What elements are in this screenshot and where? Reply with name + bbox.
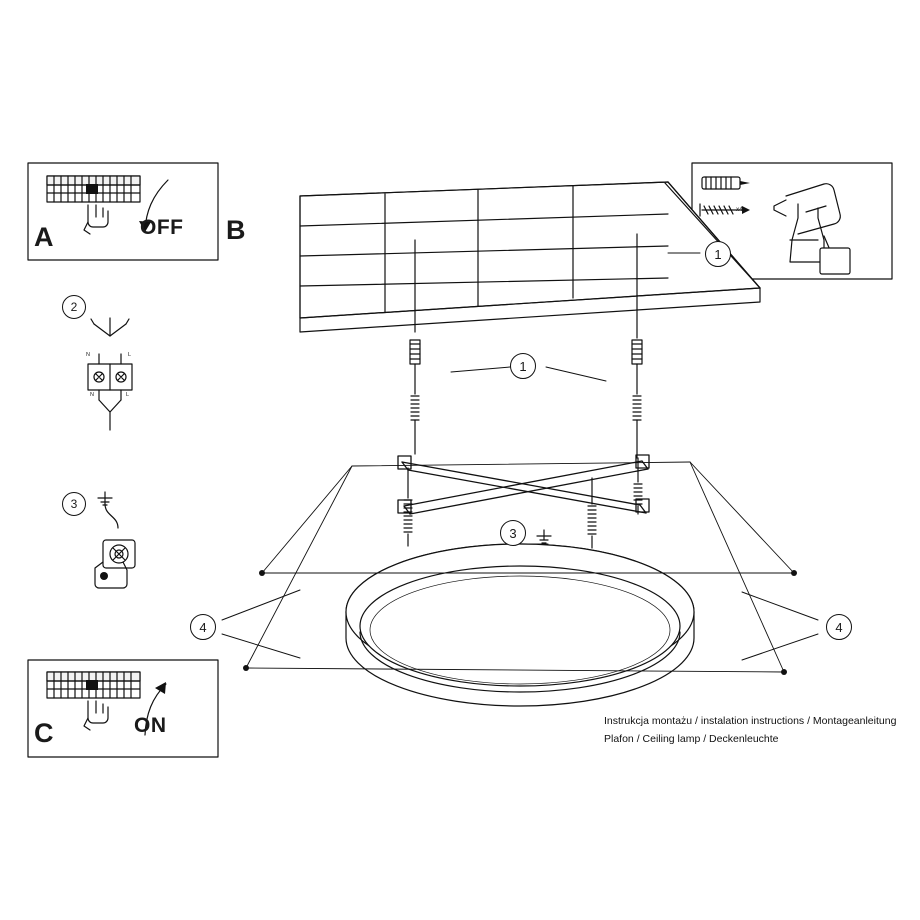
screw-count-label: x4 [736, 206, 743, 213]
terminal-label-n-top: N [86, 352, 90, 358]
ground-symbol-small [537, 530, 551, 543]
panel-c-state-label: ON [134, 714, 167, 737]
terminal-label-l-top: L [128, 352, 132, 358]
drill-icon [774, 184, 850, 274]
terminal-label-l-bottom: L [126, 392, 130, 398]
callout-step-4-left: 4 [190, 614, 216, 640]
breaker-icon-on [47, 672, 140, 698]
breaker-icon-off [47, 176, 140, 202]
fixing-set-right-front [588, 478, 596, 548]
step-2-badge: 2 [62, 295, 86, 319]
step-1-badge-drill: 1 [705, 241, 731, 267]
ground-clamp-icon [95, 492, 135, 588]
panel-a-letter: A [34, 222, 54, 252]
callout-step-4-right: 4 [826, 614, 852, 640]
wall-plug-icon [702, 177, 750, 189]
callout-step-3: 3 [500, 520, 526, 546]
ceiling-lamp-body [346, 544, 694, 706]
terminal-label-n-bottom: N [90, 392, 94, 398]
terminal-block-icon [88, 318, 132, 430]
ceiling-slab [300, 182, 760, 332]
panel-a-state-label: OFF [140, 216, 184, 239]
caption-line-1: Instrukcja montażu / instalation instructions / Montageanleitung [604, 715, 897, 727]
callout-step-1: 1 [510, 353, 536, 379]
caption-line-2: Plafon / Ceiling lamp / Deckenleuchte [604, 733, 779, 745]
hand-icon-a [84, 205, 108, 234]
panel-b-letter: B [226, 215, 246, 245]
hand-icon-c [84, 701, 108, 730]
step-3-badge: 3 [62, 492, 86, 516]
panel-c-letter: C [34, 718, 54, 748]
